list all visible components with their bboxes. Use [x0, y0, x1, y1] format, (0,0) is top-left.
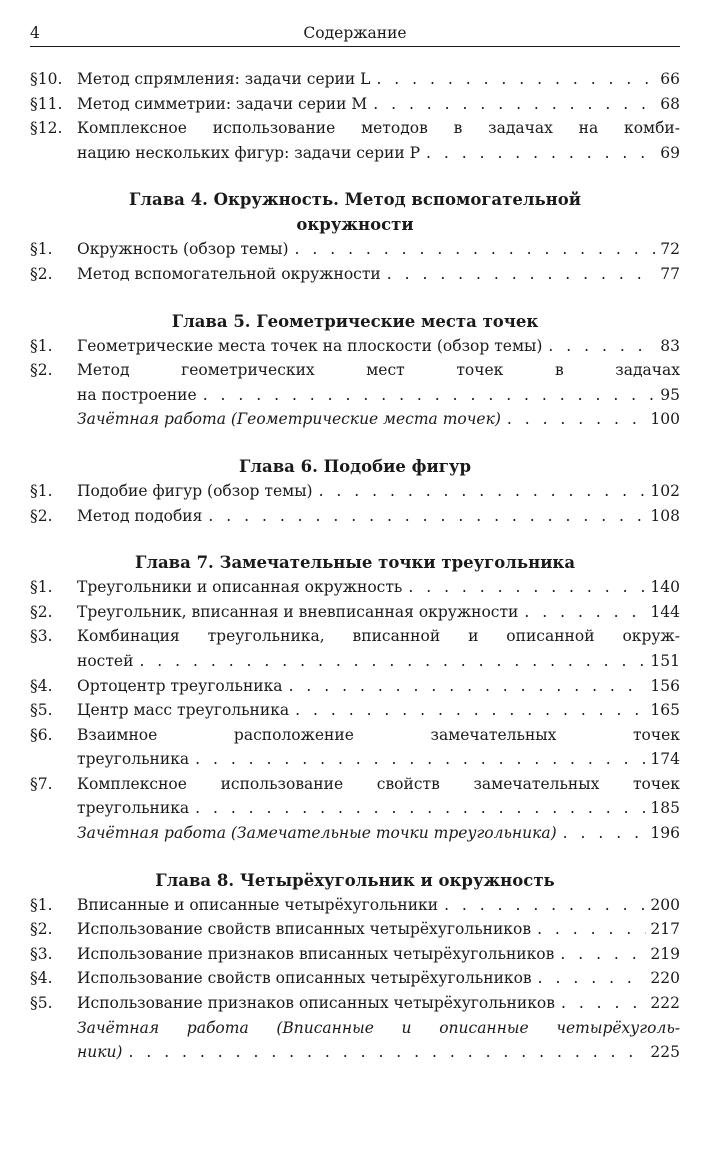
entry-text [77, 772, 680, 821]
page-ref: 95 [660, 385, 680, 404]
page-ref: 219 [650, 944, 680, 963]
entry-text [77, 966, 680, 991]
entry-title: треугольника [77, 750, 190, 769]
dot-leader [295, 698, 646, 723]
dot-leader [208, 504, 646, 529]
entry-title-part: Метод геометрических мест точек в задачах [77, 361, 680, 380]
toc-entry [30, 67, 680, 92]
page-ref: 196 [650, 824, 680, 843]
entry-title: Использование свойств описанных четырёхугольников [77, 969, 532, 988]
dot-leader [319, 479, 647, 504]
dot-leader [373, 92, 656, 117]
entry-title-part: Комплексное использование свойств замечательных точек [77, 774, 680, 793]
toc-entry [30, 262, 680, 287]
page-ref: 151 [650, 651, 680, 670]
dot-leader [524, 600, 646, 625]
chapter-title-line: Глава 4. Окружность. Метод вспомогательной [128, 190, 582, 210]
chapter-title [30, 868, 680, 893]
entry-text [77, 821, 680, 846]
chapter-title [30, 187, 680, 237]
page-ref: 102 [650, 481, 680, 500]
section-number: §6. [30, 725, 53, 744]
dot-leader [560, 942, 646, 967]
chapter-title [30, 550, 680, 575]
entry-line [77, 942, 680, 967]
entry-title: Метод вспомогательной окружности [77, 264, 381, 283]
entry-title-part: Взаимное расположение замечательных точек [77, 725, 680, 744]
entry-line [77, 67, 680, 92]
entry-title: ностей [77, 651, 134, 670]
toc-entry [30, 116, 680, 165]
entry-title: на построение [77, 385, 197, 404]
chapter-section [30, 454, 680, 528]
dot-leader [444, 893, 646, 918]
entry-title: Окружность (обзор темы) [77, 240, 289, 259]
entry-line [77, 747, 680, 772]
entry-text [77, 479, 680, 504]
chapter-title-line: окружности [296, 215, 414, 235]
dot-leader [538, 966, 647, 991]
entry-title: ники) [77, 1043, 123, 1062]
page-ref: 72 [660, 240, 680, 259]
entry-text [77, 116, 680, 165]
entry-line [77, 479, 680, 504]
dot-leader [408, 575, 646, 600]
chapter-title [30, 454, 680, 479]
toc-entry [30, 942, 680, 967]
toc-entry [30, 674, 680, 699]
toc-entry [30, 479, 680, 504]
page-number: 4 [30, 24, 40, 42]
chapter-title-line: Глава 8. Четырёхугольник и окружность [155, 870, 555, 890]
entry-line [77, 723, 680, 748]
section-number: §2. [30, 264, 53, 283]
entry-title: Метод спрямления: задачи серии L [77, 70, 371, 88]
entry-line [77, 504, 680, 529]
entry-line [77, 893, 680, 918]
entry-title: Центр масс треугольника [77, 701, 290, 720]
entry-line [77, 772, 680, 797]
entry-title: Использование признаков описанных четырёхугольников [77, 994, 555, 1013]
entry-text [77, 917, 680, 942]
toc-entry [30, 698, 680, 723]
dot-leader [426, 141, 656, 166]
entry-title: нацию нескольких фигур: задачи серии P [77, 143, 421, 162]
entry-title: Ортоцентр треугольника [77, 676, 283, 695]
section-number: §2. [30, 506, 53, 525]
section-number: §5. [30, 994, 53, 1013]
entry-title: Геометрические места точек на плоскости (обзор темы) [77, 336, 543, 355]
toc-entry [30, 358, 680, 407]
toc-entry [30, 893, 680, 918]
toc-entry [30, 772, 680, 821]
toc-entry [30, 821, 680, 846]
dot-leader [387, 262, 657, 287]
toc-entry [30, 1016, 680, 1065]
chapter-section [30, 550, 680, 846]
section-number: §3. [30, 944, 53, 963]
section-number: §1. [30, 336, 53, 355]
page-ref: 77 [660, 264, 680, 283]
dot-leader [128, 1040, 646, 1065]
dot-leader [561, 991, 646, 1016]
entry-line [77, 698, 680, 723]
toc-entry [30, 504, 680, 529]
entry-line [77, 407, 680, 432]
toc-entry [30, 92, 680, 117]
dot-leader [203, 383, 657, 408]
entry-title: Зачётная работа (Замечательные точки треугольника) [77, 824, 557, 843]
entry-text [77, 407, 680, 432]
section-number: §7. [30, 774, 53, 793]
toc-entry [30, 991, 680, 1016]
page-ref: 108 [650, 506, 680, 525]
section-number: §2. [30, 602, 53, 621]
entry-title: Метод подобия [77, 506, 203, 525]
entry-line [77, 1016, 680, 1041]
page-ref: 220 [650, 969, 680, 988]
page-ref: 144 [650, 602, 680, 621]
page-ref: 69 [660, 143, 680, 162]
section-number: §1. [30, 240, 53, 259]
entry-text [77, 262, 680, 287]
page-ref: 68 [660, 94, 680, 113]
dot-leader [507, 407, 647, 432]
entry-text [77, 504, 680, 529]
chapter-list [30, 187, 680, 1064]
toc-entry [30, 917, 680, 942]
dot-leader [289, 674, 647, 699]
entry-text [77, 674, 680, 699]
chapter-title-line: Глава 7. Замечательные точки треугольника [134, 553, 576, 573]
entry-text [77, 358, 680, 407]
dot-leader [139, 649, 646, 674]
section-number: §1. [30, 895, 53, 914]
dot-leader [195, 747, 646, 772]
entry-line [77, 991, 680, 1016]
page-ref: 100 [650, 410, 680, 429]
entry-line [77, 917, 680, 942]
entry-line [77, 796, 680, 821]
chapter-section [30, 187, 680, 286]
continued-entries [30, 67, 680, 165]
entry-text [77, 624, 680, 673]
entry-line [77, 966, 680, 991]
entry-title: Треугольники и описанная окружность [77, 578, 403, 597]
entry-line [77, 237, 680, 262]
entry-title-part: Комбинация треугольника, вписанной и описанной окруж- [77, 627, 680, 646]
toc-page [30, 20, 680, 1065]
page-ref: 83 [660, 336, 680, 355]
chapter-title-line: Глава 6. Подобие фигур [239, 456, 471, 476]
entry-title-part: Зачётная работа (Вписанные и описанные четырёхуголь- [77, 1018, 680, 1037]
entry-line [77, 600, 680, 625]
chapter-title-line: Глава 5. Геометрические места точек [171, 311, 539, 331]
page-ref: 217 [650, 920, 680, 939]
section-number: §12. [30, 119, 63, 138]
entry-line [77, 383, 680, 408]
chapter-section [30, 868, 680, 1065]
toc-entry [30, 575, 680, 600]
entry-title: Зачётная работа (Геометрические места точек) [77, 410, 501, 429]
entry-text [77, 575, 680, 600]
entry-text [77, 991, 680, 1016]
toc-entry [30, 723, 680, 772]
entry-text [77, 1016, 680, 1065]
entry-title-part: Комплексное использование методов в задачах на комби- [77, 119, 680, 138]
section-number: §4. [30, 676, 53, 695]
section-number: §11. [30, 94, 63, 113]
section-number: §3. [30, 627, 53, 646]
dot-leader [195, 796, 646, 821]
entry-line [77, 674, 680, 699]
toc-entry [30, 600, 680, 625]
page-ref: 174 [650, 750, 680, 769]
section-number: §1. [30, 578, 53, 597]
section-number: §4. [30, 969, 53, 988]
section-number: §5. [30, 701, 53, 720]
entry-text [77, 67, 680, 92]
entry-line [77, 92, 680, 117]
entry-line [77, 1040, 680, 1065]
section-number: §2. [30, 361, 53, 380]
running-title: Содержание [303, 24, 407, 42]
entry-title: Использование свойств вписанных четырёхугольников [77, 920, 532, 939]
entry-title: треугольника [77, 799, 190, 818]
entry-text [77, 92, 680, 117]
chapter-section [30, 309, 680, 432]
entry-title: Треугольник, вписанная и вневписанная окружности [77, 602, 519, 621]
entry-title: Подобие фигур (обзор темы) [77, 481, 313, 500]
entry-title: Вписанные и описанные четырёхугольники [77, 895, 439, 914]
entry-title: Метод симметрии: задачи серии M [77, 94, 368, 113]
entry-text [77, 723, 680, 772]
section-number: §2. [30, 920, 53, 939]
entry-line [77, 624, 680, 649]
running-head [30, 20, 680, 47]
entry-text [77, 893, 680, 918]
entry-line [77, 649, 680, 674]
section-number: §10. [30, 70, 63, 88]
entry-line [77, 334, 680, 359]
dot-leader [537, 917, 646, 942]
entry-line [77, 116, 680, 141]
chapter-title [30, 309, 680, 334]
page-ref: 200 [650, 895, 680, 914]
dot-leader [295, 237, 657, 262]
toc-entry [30, 407, 680, 432]
entry-line [77, 575, 680, 600]
entry-line [77, 358, 680, 383]
toc-entry [30, 966, 680, 991]
entry-text [77, 334, 680, 359]
page-ref: 185 [650, 799, 680, 818]
page-ref: 66 [660, 70, 680, 88]
page-ref: 222 [650, 994, 680, 1013]
toc-entry [30, 237, 680, 262]
entry-text [77, 698, 680, 723]
dot-leader [376, 67, 656, 92]
entry-text [77, 942, 680, 967]
toc-entry [30, 334, 680, 359]
page-ref: 225 [650, 1043, 680, 1062]
entry-text [77, 600, 680, 625]
page-ref: 140 [650, 578, 680, 597]
entry-text [77, 237, 680, 262]
toc-list [30, 67, 680, 1065]
entry-line [77, 141, 680, 166]
page-ref: 165 [650, 701, 680, 720]
toc-entry [30, 624, 680, 673]
entry-line [77, 821, 680, 846]
entry-title: Использование признаков вписанных четырёхугольников [77, 944, 555, 963]
section-number: §1. [30, 481, 53, 500]
dot-leader [548, 334, 656, 359]
dot-leader [563, 821, 647, 846]
page-ref: 156 [650, 676, 680, 695]
entry-line [77, 262, 680, 287]
